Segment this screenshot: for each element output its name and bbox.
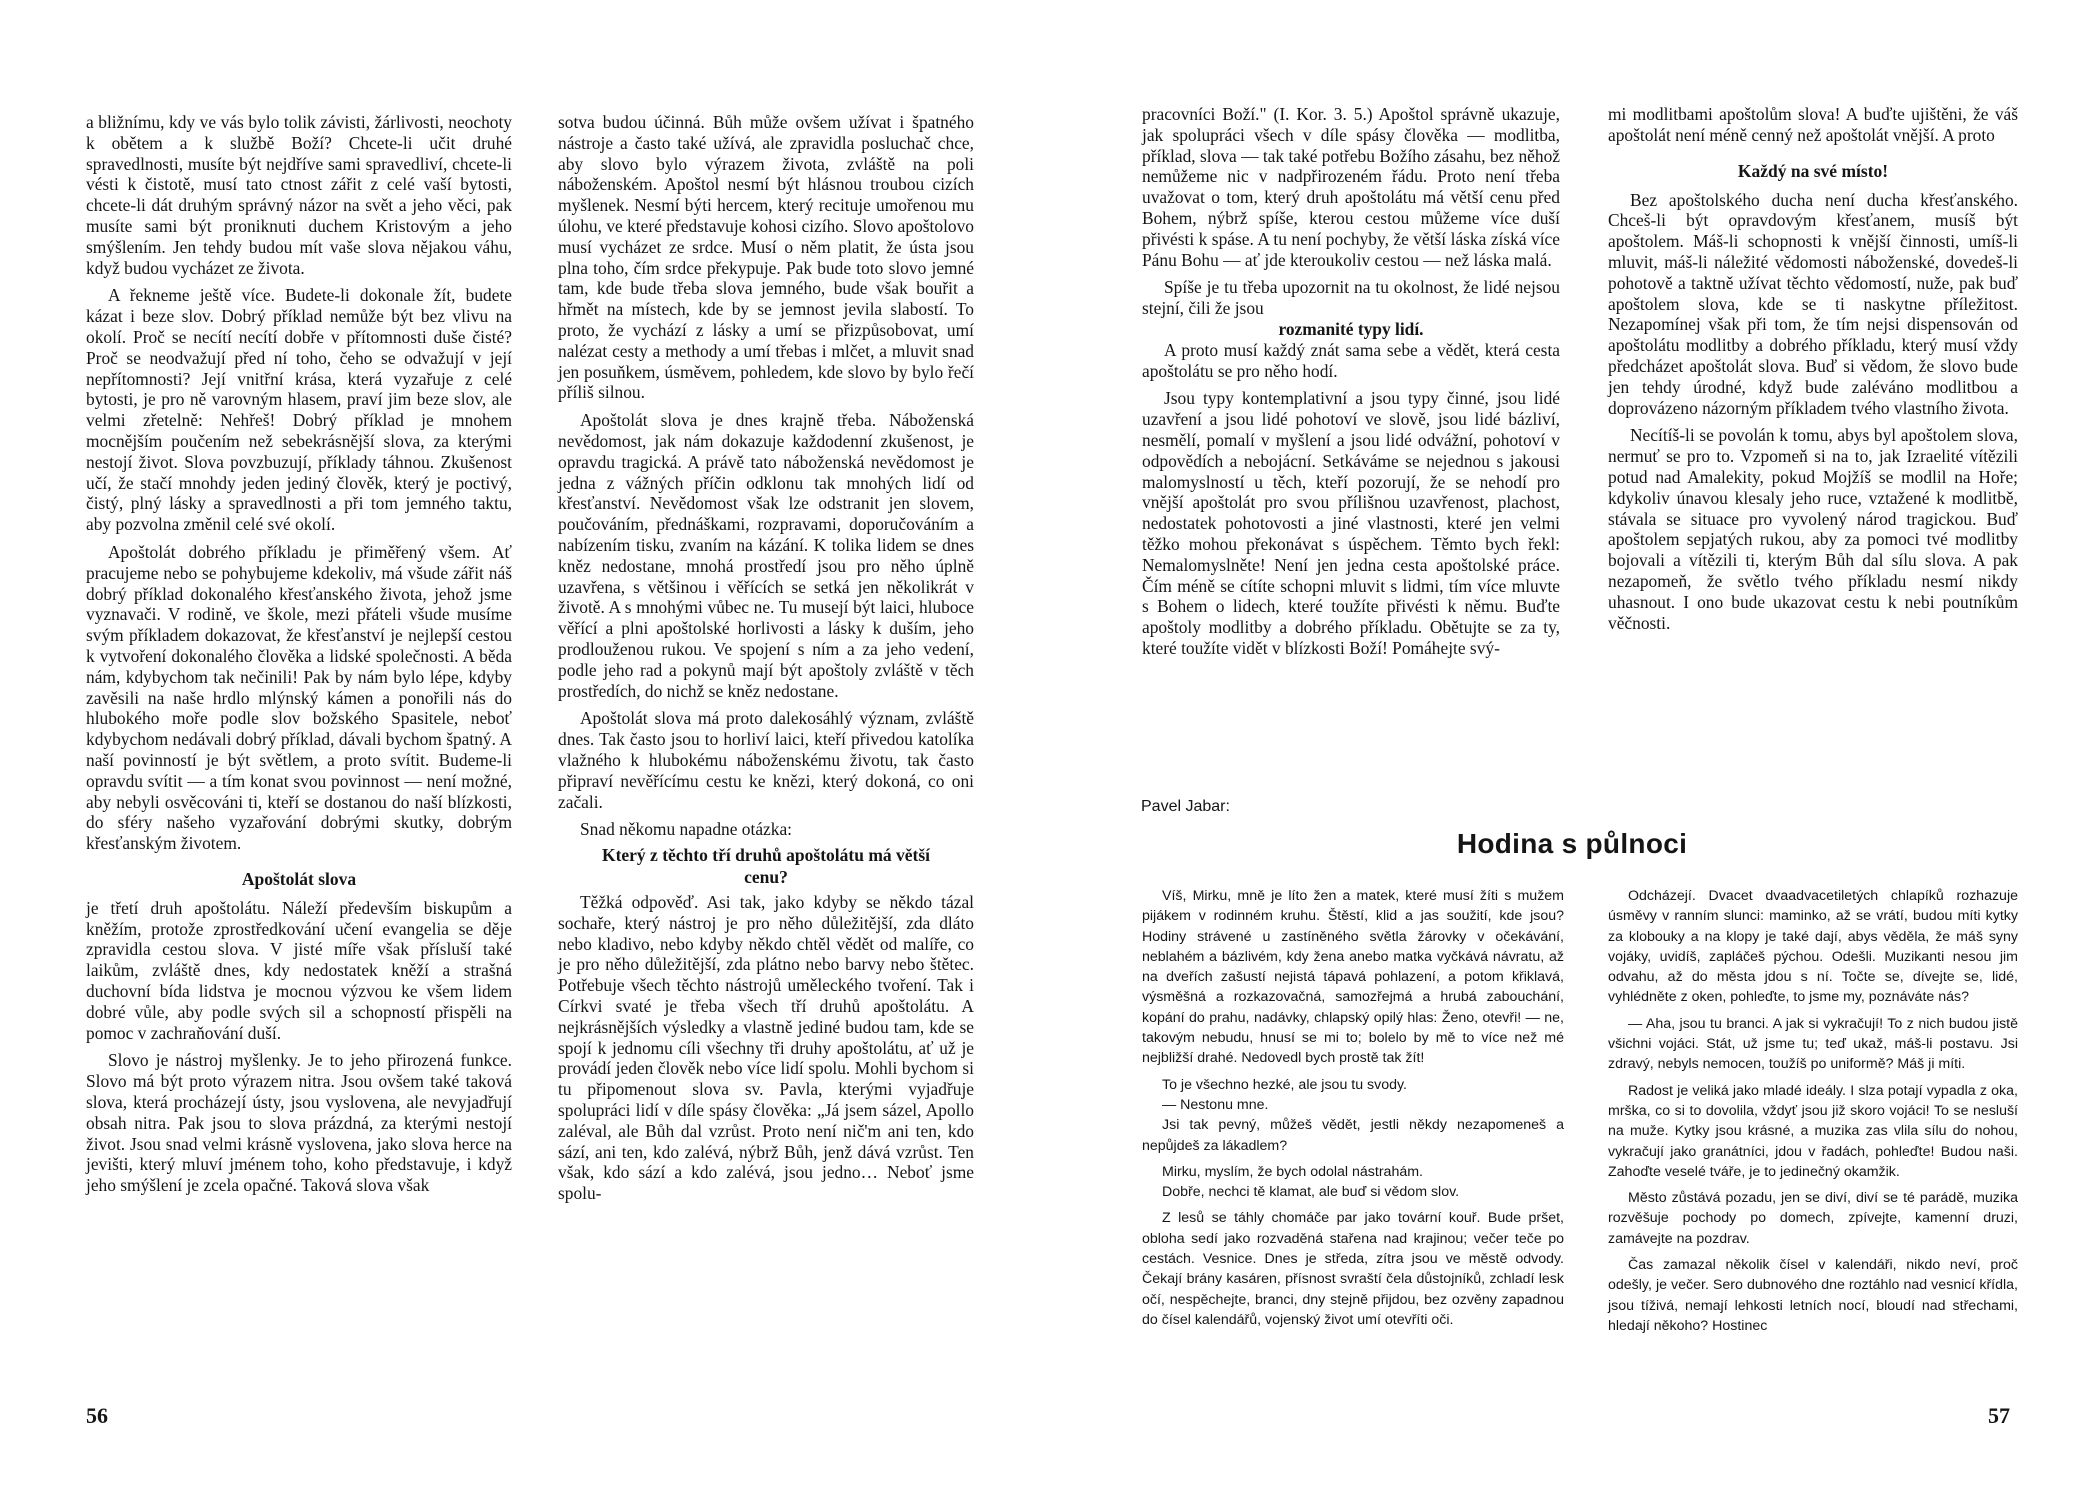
paragraph: Jsi tak pevný, můžeš vědět, jestli někdy nezapomeneš a nepůjdeš za lákadlem?	[1142, 1117, 1564, 1154]
paragraph: A proto musí každý znát sama sebe a vědět, která cesta apoštolátu se pro něho hodí.	[1142, 339, 1560, 381]
right-page-column-1	[1142, 104, 1560, 659]
paragraph: Radost je veliká jako mladé ideály. I slza potají vypadla z oka, mrška, co si to dovolila, vždyť jsou již skoro vojáci! To se nesluší na muže. Kytky jsou krásné, a muzika zas vlila sílu do nohou, vykračují jako granátníci, jdou v řadách, pohleďte! Budou naši. Zahoďte veselé tváře, je to jedinečný okamžik.	[1608, 1082, 2018, 1180]
paragraph: Mirku, myslím, že bych odolal nástrahám.	[1162, 1163, 1423, 1180]
section-heading: Každý na své místo!	[1737, 160, 1889, 181]
paragraph: Apoštolát dobrého příkladu je přiměřený všem. Ať pracujeme nebo se pohybujeme kdekoliv, má všude zářit náš dobrý příklad dokonalého křesťanského života, jehož jsme vyznavači. V rodině, ve škole, mezi přáteli všude musíme svým příkladem dokazovat, že křesťanství je nejlepší cestou k vytvoření dokonalého člověka a lidské společnosti. A běda nám, kdybychom tak nečinili! Pak by nám bylo lépe, kdyby zavěsili na naše hrdlo mlýnský kámen a ponořili nás do hlubokého moře podle slov božského Spasitele, neboť kdybychom nedávali dobrý příklad, dávali bychom špatný. A naší povinností je být světlem, a proto svítit. Budeme-li opravdu svítit — a tím konat svou povinnost — není možné, aby nebyli osvěcováni ti, kteří se dostanou do naší blízkosti, do sféry našeho vyzařování dobrými skutky, dobrým křesťanským životem.	[86, 541, 512, 854]
paragraph: a bližnímu, kdy ve vás bylo tolik závisti, žárlivosti, neochoty k obětem a k službě Boží? Chcete-li učit druhé spravedlnosti, musíte být nejdříve sami spravedliví, chcete-li vésti k čistotě, musí tato ctnost zářit z celé vaší bytosti, chcete-li dát druhým správný názor na svět a jeho věci, pak musíte sami být proniknuti duchem Kristovým a jeho smýšlením. Jen tehdy budou mít vaše slova nějakou váhu, když budou vycházet ze života.	[86, 112, 512, 278]
question-heading: Který z těchto tří druhů apoštolátu má větší cenu?	[601, 845, 931, 888]
story-column-1	[1142, 886, 1564, 1330]
section-heading: Apoštolát slova	[241, 868, 357, 889]
page-number: 56	[86, 1403, 108, 1428]
right-page	[1048, 0, 2096, 1500]
right-page-column-2	[1608, 104, 2018, 633]
paragraph: je třetí druh apoštolátu. Náleží především biskupům a kněžím, protože zprostředkování učení evangelia se děje zpravidla cestou slova. V jisté míře však přísluší také laikům, zvláště dnes, kdy nedostatek kněží a strašná duchovní bída lidstva je mocnou výzvou ke všem lidem dobré vůle, aby podle svých sil a schopností přispěli na pomoc v zachraňování duší.	[86, 897, 512, 1043]
left-page-column-2	[558, 112, 974, 1204]
paragraph: Bez apoštolského ducha není ducha křesťanského. Chceš-li být opravdovým křesťanem, musíš být apoštolem. Máš-li schopnosti k vnější činnosti, umíš-li mluvit, máš-li náležité vědomosti náboženské, dovedeš-li pohotově a taktně užívat těchto vědomostí, nuže, pak buď apoštolem slova, kde se ti naskytne příležitost. Nezapomínej však při tom, že tím nejsi dispensován od apoštolátu modlitby a dobrého příkladu, který musí vždy předcházet apoštolát slova. Buď si vědom, že slovo bude jen tehdy úrodné, když bude zaléváno modlitbou a doprovázeno názorným příkladem tvého vlastního života.	[1608, 189, 2018, 418]
paragraph: Snad někomu napadne otázka:	[580, 819, 792, 840]
inline-heading: rozmanité typy lidí.	[1278, 318, 1424, 339]
paragraph: Apoštolát slova má proto dalekosáhlý význam, zvláště dnes. Tak často jsou to horliví laici, kteří přivedou katolíka vlažného k hlubokému náboženskému životu, tak často připraví nevěřícímu cestu ke knězi, který dokoná, co oni začali.	[558, 708, 974, 812]
paragraph: To je všechno hezké, ale jsou tu svody.	[1162, 1076, 1408, 1093]
story-column-2	[1608, 886, 2018, 1336]
paragraph: Jsou typy kontemplativní a jsou typy činné, jsou lidé uzavření a jsou lidé pohotoví ve slově, jsou lidé bázliví, nesmělí, pomalí v myšlení a jsou lidé odvážní, pohotoví v odpovědích a nebojácní. Setkáváme se nejednou s jakousi malomyslností u těch, kteří pozorují, že se nehodí pro vnější apoštolát pro svou přílišnou uzavřenost, plachost, nedostatek pohotovosti a jiné vlastnosti, které jen velmi těžko mohou překonávat s úspěchem. Těmto bych řekl: Nemalomyslněte! Není jen jedna cesta apoštolské práce. Čím méně se cítíte schopni mluvit s lidmi, tím více mluvte s Bohem o lidech, které toužíte přivésti k němu. Buďte apoštoly modlitby a dobrého příkladu. Obětujte se za ty, které toužíte vidět v blízkosti Boží! Pomáhejte svý-	[1142, 388, 1560, 658]
paragraph: Čas zamazal několik čísel v kalendáři, nikdo neví, proč odešly, je večer. Sero dubnového dne roztáhlo nad vesnicí křídla, jsou tíživá, nemají lehkosti letních nocí, bloudí nad střechami, hledají někoho? Hostinec	[1608, 1257, 2018, 1334]
left-page-column-1	[86, 112, 512, 1196]
paragraph: Necítíš-li se povolán k tomu, abys byl apoštolem slova, nermuť se pro to. Vzpomeň si na to, jak Izraelité vítězili potud nad Amalekity, pokud Mojžíš se modlil na Hoře; kdykoliv únavou klesaly jeho ruce, vztažené k modlitbě, stávala se situace pro vyvolený národ tragickou. Buď apoštolem sepjatých rukou, aby za pomoci tvé modlitby bojovali a vítězili ti, kterým Bůh dal sílu slova. A pak nezapomeň, že světlo tvého příkladu nesmí nikdy uhasnout. I ono bude ukazovat cestu k nebi poutníkům věčnosti.	[1608, 425, 2018, 633]
paragraph: Slovo je nástroj myšlenky. Je to jeho přirozená funkce. Slovo má být proto výrazem nitra. Jsou ovšem také taková slova, která procházejí ústy, jsou vyslovena, ale nevyjadřují obsah nitra. Pak jsou to slova prázdná, za kterými nestojí život. Jsou snad velmi krásně vyslovena, jako slova herce na jevišti, který mluví jménem toho, koho představuje, i když jeho smýšlení je zcela opačné. Taková slova však	[86, 1050, 512, 1196]
paragraph: A řekneme ještě více. Budete-li dokonale žít, budete kázat i beze slov. Dobrý příklad nemůže být bez vlivu na okolí. Proč se necítí necítí dobře v přítomnosti duše čisté? Proč se neodvažují před ní toho, čeho se odvažují v její nepřítomnosti? Její vnitřní krása, která vyzařuje z celé bytosti, je pro ně varovným hlasem, praví jim beze slov, ale velmi zřetelně: Nehřeš! Dobrý příklad je mnohem mocnějším poučením než sebekrásnější slova, za kterými nestojí život. Slova povzbuzují, příklady táhnou. Zkušenost učí, že stačí mnohdy jeden jediný člověk, který je poctivý, čistý, plný lásky a spravedlnosti a při tom jemného taktu, aby pozvolna změnil celé své okolí.	[86, 285, 512, 535]
paragraph: Dobře, nechci tě klamat, ale buď si vědom slov.	[1162, 1184, 1460, 1201]
paragraph: Apoštolát slova je dnes krajně třeba. Náboženská nevědomost, jak nám dokazuje každodenní zkušenost, je opravdu tragická. A právě tato náboženská nevědomost je jedna z vážných příčin odklonu tak mnohých lidí od křesťanství. Nevědomost však lze odstranit jen slovem, poučováním, přednáškami, rozpravami, doporučováním a nabízením tisku, zvaním na kázání. K tolika lidem se dnes kněz nedostane, mnohá prostředí jsou pro něho úplně uzavřena, s většinou i věřících se setká jen několikrát v životě. A s mnohými vůbec ne. Tu musejí být laici, hluboce věřící a plni apoštolské horlivosti a lásky k duším, jeho prodlouženou rukou. Ve spojení s ním a za jeho vedení, podle jeho rad a pokynů mají být apoštoly zvláště v těch prostředích, do nichž se kněz nedostane.	[558, 410, 974, 701]
paragraph: — Nestonu mne.	[1162, 1096, 1269, 1113]
paragraph: Spíše je tu třeba upozornit na tu okolnost, že lidé nejsou stejní, čili že jsou	[1142, 277, 1560, 319]
story-title: Hodina s půlnoci	[1456, 828, 1688, 859]
paragraph: Z lesů se táhly chomáče par jako tovární kouř. Bude pršet, obloha sedí jako rozvaděná stařena nad krajinou; večer teče po cestách. Vesnice. Dnes je středa, zítra jsou ve městě odvody. Čekají brány kasáren, přísnost svraští čela důstojníků, zchladí lesk očí, nespěchejte, branci, dny stejně přijdou, bez ozvěny zapadnou do čísel kalendářů, vojenský život umí otevříti oči.	[1142, 1210, 1564, 1328]
story-author: Pavel Jabar:	[1141, 798, 1230, 815]
paragraph: pracovníci Boží." (I. Kor. 3. 5.) Apoštol správně ukazuje, jak spolupráci všech v díle spásy člověka — modlitba, příklad, slova — tak také potřebu Božího zásahu, bez něhož nemůžeme nic v nadpřirozeném řádu. Proto není třeba uvažovat o tom, který druh apoštolátu má větší cenu před Bohem, nýbrž spíše, kterou cestou můžeme více duší přivésti k spáse. A tu není pochyby, že větší láska získá více Pánu Bohu — ať jde kteroukoliv cestou — než láska malá.	[1142, 104, 1560, 270]
paragraph: Těžká odpověď. Asi tak, jako kdyby se někdo tázal sochaře, který nástroj je pro něho důležitější, zda dláto nebo kladivo, nebo kdyby někdo chtěl vědět od malíře, co je pro něho důležitější, zda plátno nebo barvy nebo štětec. Potřebuje všech těchto nástrojů uměleckého tvoření. Tak i Církvi svaté je třeba všech tří druhů apoštolátu. A nejkrásnějších výsledky a vlastně jediné budou tam, kde se spojí k jednomu cíli všechny tři druhy apoštolátu, ať už je provádí jeden člověk nebo více lidí spolu. Mohli bychom si tu připomenout slova sv. Pavla, kterými vyjadřuje spolupráci lidí v díle spásy člověka: „Já jsem sázel, Apollo zaléval, ale Bůh dal vzrůst. Proto není nič'm ani ten, kdo sází, ani ten, kdo zalévá, nýbrž Bůh, jenž dává vzrůst. Ten však, kdo sází a kdo zalévá, jsou jedno… Neboť jsme spolu-	[558, 892, 974, 1204]
paragraph: Odcházejí. Dvacet dvaadvacetiletých chlapíků rozhazuje úsměvy v ranním slunci: maminko, až se vrátí, budou míti kytky za kloboukу a na klopy je také dají, abys věděla, že máš syny vojáky, uvidíš, zapláčeš pýchou. Odešli. Muzikanti nesou jim odvahu, až do města jdou s ní. Točte se, dívejte se, lidé, vyhlédněte z oken, pohleďte, to jsme my, poznáváte nás?	[1608, 888, 2018, 1006]
paragraph: — Aha, jsou tu branci. A jak si vykračují! To z nich budou jistě všichni vojáci. Stát, už jsme tu; teď ukaž, máš-li postavu. Jsi zdravý, nebyls nemocen, toužíš po uniformě? Máš ji míti.	[1608, 1015, 2018, 1073]
paragraph: mi modlitbami apoštolům slova! A buďte ujištěni, že váš apoštolát není méně cenný než apoštolát vnější. A proto	[1608, 104, 2018, 145]
page-number: 57	[1988, 1403, 2010, 1428]
paragraph: Město zůstává pozadu, jen se diví, diví se té parádě, muzika rozvěšuje pochody po domech, zpívejte, kamenní druzi, zamávejte na pozdrav.	[1608, 1190, 2018, 1247]
paragraph: Víš, Mirku, mně je líto žen a matek, které musí žíti s mužem pijákem v rodinném kruhu. Štěstí, klid a jas soužití, kde jsou? Hodiny strávené u zastíněného světla žárovky v očekávání, neblahém a bázlivém, kdy žena anebo matka vyčkává návratu, až na dveřích zašustí nejistá tápavá pohlazení, a potom křiklavá, výsměšná a rozkazovačná, samozřejmá a hrubá zabouchání, kopání do prahu, nadávky, chlapský opilý hlas: Ženo, otevři! — ne, takovým nebudu, hnusí se mi to; bolelo by mě to více než mé nejbližší drahé. Nedovedl bych prostě tak žít!	[1142, 888, 1564, 1067]
paragraph: sotva budou účinná. Bůh může ovšem užívat i špatného nástroje a často také užívá, ale zpravidla posluchač chce, aby slovo bylo výrazem života, zvláště na poli náboženském. Apoštol nesmí být hlásnou troubou cizích myšlenek. Nesmí býti hercem, který recituje umořenou mu úlohu, ve které představuje kohosi cizího. Slovo apoštolovo musí vycházet ze srdce. Musí o něm platit, že ústa jsou plna toho, čím srdce překypuje. Pak bude toto slovo jemné tam, kde bude třeba slova jemného, bude však bouřit a hřmět na místech, kde by se jemnost jevila slabostí. To proto, že vychází z lásky a umí se přizpůsobovat, umí nalézat cesty a methody a umí třebas i mlčet, a mluvit snad jen posuňkem, úsměvem, pohledem, kde slovo by bylo řečí příliš silnou.	[558, 112, 974, 403]
